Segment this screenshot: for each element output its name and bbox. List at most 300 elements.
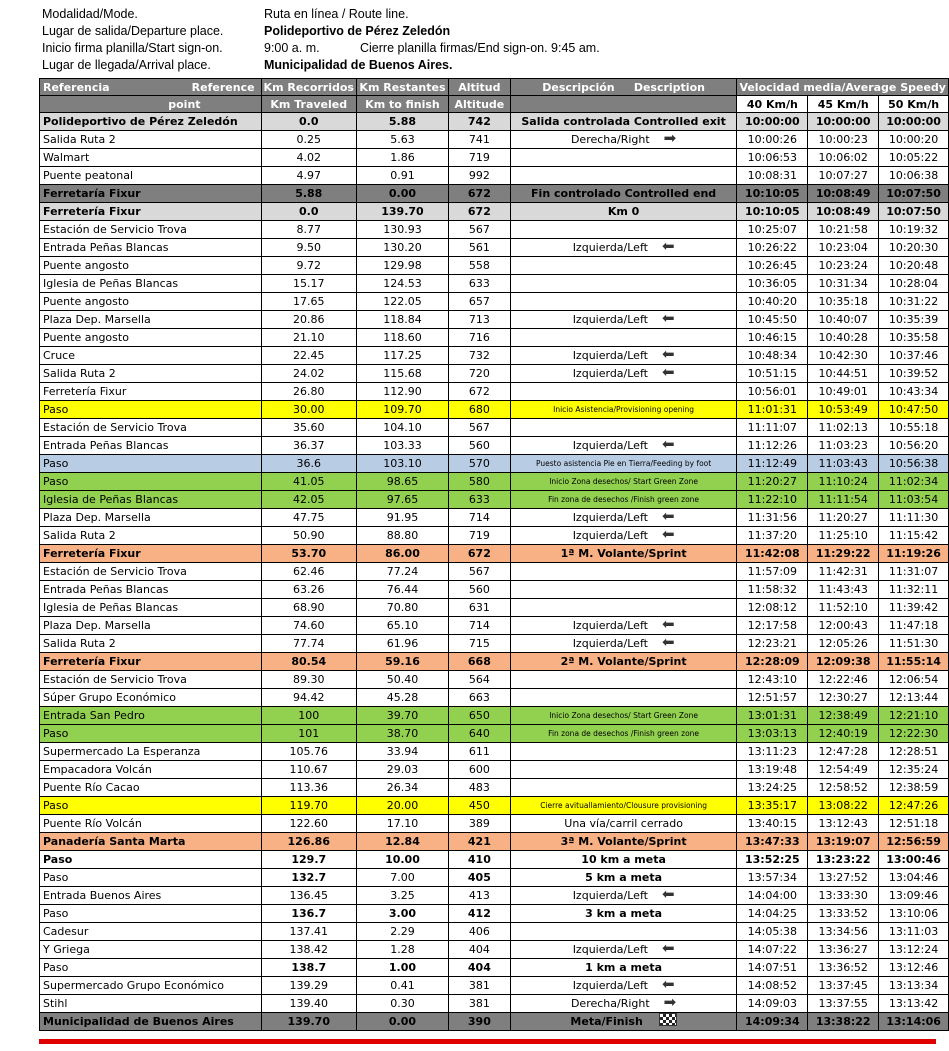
description-cell bbox=[510, 131, 737, 149]
time-40-cell: 13:52:25 bbox=[737, 851, 808, 869]
time-45-cell: 12:09:38 bbox=[808, 653, 879, 671]
time-45-cell: 11:52:10 bbox=[808, 599, 879, 617]
altitude-cell: 406 bbox=[448, 923, 510, 941]
km-finish-cell: 61.96 bbox=[356, 635, 448, 653]
arrow-left-icon: ⬅ bbox=[661, 634, 675, 651]
km-traveled-cell: 126.86 bbox=[261, 833, 356, 851]
description-cell bbox=[510, 887, 737, 905]
description-text: Inicio Asistencia/Provisioning opening bbox=[553, 404, 695, 414]
km-traveled-cell: 4.97 bbox=[261, 167, 356, 185]
arrival-value: Municipalidad de Buenos Aires. bbox=[264, 58, 453, 72]
reference-cell: Paso bbox=[40, 851, 262, 869]
time-50-cell: 10:07:50 bbox=[879, 185, 949, 203]
km-finish-cell: 129.98 bbox=[356, 257, 448, 275]
km-traveled-cell: 5.88 bbox=[261, 185, 356, 203]
km-traveled-cell: 132.7 bbox=[261, 869, 356, 887]
table-row bbox=[40, 797, 949, 815]
header-row-2 bbox=[40, 96, 949, 113]
description-cell bbox=[510, 419, 737, 437]
km-traveled-cell: 105.76 bbox=[261, 743, 356, 761]
checkered-flag-icon bbox=[659, 1013, 677, 1026]
description-cell bbox=[510, 383, 737, 401]
table-row bbox=[40, 581, 949, 599]
km-traveled-cell: 68.90 bbox=[261, 599, 356, 617]
time-45-cell: 10:49:01 bbox=[808, 383, 879, 401]
table-row bbox=[40, 509, 949, 527]
col-speed-50: 50 Km/h bbox=[879, 96, 949, 113]
time-40-cell: 11:58:32 bbox=[737, 581, 808, 599]
table-row bbox=[40, 923, 949, 941]
altitude-cell: 714 bbox=[448, 509, 510, 527]
table-row bbox=[40, 365, 949, 383]
arrow-left-icon: ⬅ bbox=[661, 976, 675, 993]
time-50-cell: 10:55:18 bbox=[879, 419, 949, 437]
time-50-cell: 12:35:24 bbox=[879, 761, 949, 779]
time-45-cell: 11:03:23 bbox=[808, 437, 879, 455]
table-row bbox=[40, 599, 949, 617]
arrow-left-icon: ⬅ bbox=[661, 940, 675, 957]
time-45-cell: 10:06:02 bbox=[808, 149, 879, 167]
time-50-cell: 11:32:11 bbox=[879, 581, 949, 599]
altitude-cell: 742 bbox=[448, 113, 510, 131]
description-cell bbox=[510, 743, 737, 761]
km-finish-cell: 5.88 bbox=[356, 113, 448, 131]
time-40-cell: 14:04:00 bbox=[737, 887, 808, 905]
time-50-cell: 10:05:22 bbox=[879, 149, 949, 167]
km-traveled-cell: 0.0 bbox=[261, 203, 356, 221]
reference-cell: Puente peatonal bbox=[40, 167, 262, 185]
reference-cell: Puente Río Volcán bbox=[40, 815, 262, 833]
km-traveled-cell: 42.05 bbox=[261, 491, 356, 509]
time-45-cell: 10:40:07 bbox=[808, 311, 879, 329]
reference-cell: Ferretería Fixur bbox=[40, 545, 262, 563]
time-50-cell: 10:56:20 bbox=[879, 437, 949, 455]
time-50-cell: 12:38:59 bbox=[879, 779, 949, 797]
reference-cell: Iglesia de Peñas Blancas bbox=[40, 275, 262, 293]
km-finish-cell: 124.53 bbox=[356, 275, 448, 293]
time-40-cell: 13:57:34 bbox=[737, 869, 808, 887]
altitude-cell: 672 bbox=[448, 545, 510, 563]
description-cell bbox=[510, 257, 737, 275]
altitude-cell: 405 bbox=[448, 869, 510, 887]
km-traveled-cell: 9.72 bbox=[261, 257, 356, 275]
km-traveled-cell: 129.7 bbox=[261, 851, 356, 869]
km-traveled-cell: 63.26 bbox=[261, 581, 356, 599]
description-cell bbox=[510, 833, 737, 851]
altitude-cell: 633 bbox=[448, 275, 510, 293]
time-50-cell: 13:13:42 bbox=[879, 995, 949, 1013]
time-50-cell: 11:19:26 bbox=[879, 545, 949, 563]
description-text: Izquierda/Left bbox=[572, 240, 648, 254]
time-40-cell: 13:01:31 bbox=[737, 707, 808, 725]
table-row bbox=[40, 293, 949, 311]
km-finish-cell: 1.86 bbox=[356, 149, 448, 167]
reference-cell: Paso bbox=[40, 959, 262, 977]
description-cell bbox=[510, 761, 737, 779]
altitude-cell: 450 bbox=[448, 797, 510, 815]
description-text: Inicio Zona desechos/ Start Green Zone bbox=[549, 710, 698, 720]
arrow-left-icon: ⬅ bbox=[661, 364, 675, 381]
time-40-cell: 14:07:51 bbox=[737, 959, 808, 977]
km-traveled-cell: 138.42 bbox=[261, 941, 356, 959]
reference-cell: Puente angosto bbox=[40, 257, 262, 275]
km-finish-cell: 91.95 bbox=[356, 509, 448, 527]
col-altitude-en: Altitude bbox=[448, 96, 510, 113]
km-finish-cell: 1.00 bbox=[356, 959, 448, 977]
table-row bbox=[40, 311, 949, 329]
time-40-cell: 10:48:34 bbox=[737, 347, 808, 365]
description-cell bbox=[510, 923, 737, 941]
time-45-cell: 10:00:23 bbox=[808, 131, 879, 149]
km-finish-cell: 65.10 bbox=[356, 617, 448, 635]
km-traveled-cell: 0.25 bbox=[261, 131, 356, 149]
time-50-cell: 13:04:46 bbox=[879, 869, 949, 887]
table-row bbox=[40, 689, 949, 707]
description-cell bbox=[510, 437, 737, 455]
time-45-cell: 12:05:26 bbox=[808, 635, 879, 653]
description-cell bbox=[510, 347, 737, 365]
altitude-cell: 732 bbox=[448, 347, 510, 365]
time-40-cell: 14:08:52 bbox=[737, 977, 808, 995]
time-40-cell: 14:05:38 bbox=[737, 923, 808, 941]
reference-cell: Salida Ruta 2 bbox=[40, 365, 262, 383]
table-row bbox=[40, 779, 949, 797]
reference-cell: Entrada Peñas Blancas bbox=[40, 581, 262, 599]
time-50-cell: 11:51:30 bbox=[879, 635, 949, 653]
km-finish-cell: 5.63 bbox=[356, 131, 448, 149]
route-table bbox=[39, 78, 949, 1031]
km-finish-cell: 45.28 bbox=[356, 689, 448, 707]
km-traveled-cell: 138.7 bbox=[261, 959, 356, 977]
km-finish-cell: 7.00 bbox=[356, 869, 448, 887]
km-traveled-cell: 35.60 bbox=[261, 419, 356, 437]
km-traveled-cell: 8.77 bbox=[261, 221, 356, 239]
time-50-cell: 10:56:38 bbox=[879, 455, 949, 473]
description-text: 3ª M. Volante/Sprint bbox=[560, 834, 687, 848]
description-text: Izquierda/Left bbox=[572, 366, 648, 380]
reference-cell: Stihl bbox=[40, 995, 262, 1013]
reference-cell: Empacadora Volcán bbox=[40, 761, 262, 779]
reference-cell: Paso bbox=[40, 869, 262, 887]
altitude-cell: 580 bbox=[448, 473, 510, 491]
description-cell bbox=[510, 671, 737, 689]
description-cell bbox=[510, 869, 737, 887]
arrow-left-icon: ⬅ bbox=[661, 508, 675, 525]
reference-cell: Puente angosto bbox=[40, 293, 262, 311]
table-row bbox=[40, 257, 949, 275]
time-50-cell: 12:21:10 bbox=[879, 707, 949, 725]
description-cell bbox=[510, 365, 737, 383]
description-text: Cierre avituallamiento/Clousure provisioning bbox=[540, 800, 707, 810]
time-45-cell: 10:42:30 bbox=[808, 347, 879, 365]
km-traveled-cell: 139.70 bbox=[261, 1013, 356, 1031]
km-traveled-cell: 9.50 bbox=[261, 239, 356, 257]
time-40-cell: 13:40:15 bbox=[737, 815, 808, 833]
description-text: Izquierda/Left bbox=[572, 528, 648, 542]
table-row bbox=[40, 869, 949, 887]
description-cell bbox=[510, 725, 737, 743]
km-finish-cell: 29.03 bbox=[356, 761, 448, 779]
time-45-cell: 13:36:27 bbox=[808, 941, 879, 959]
km-traveled-cell: 20.86 bbox=[261, 311, 356, 329]
altitude-cell: 564 bbox=[448, 671, 510, 689]
time-50-cell: 10:39:52 bbox=[879, 365, 949, 383]
time-40-cell: 10:06:53 bbox=[737, 149, 808, 167]
time-45-cell: 13:23:22 bbox=[808, 851, 879, 869]
description-cell bbox=[510, 707, 737, 725]
reference-cell: Panadería Santa Marta bbox=[40, 833, 262, 851]
col-description-en: Description bbox=[633, 80, 705, 94]
table-row bbox=[40, 833, 949, 851]
table-row bbox=[40, 275, 949, 293]
time-40-cell: 14:07:22 bbox=[737, 941, 808, 959]
km-traveled-cell: 22.45 bbox=[261, 347, 356, 365]
time-40-cell: 11:20:27 bbox=[737, 473, 808, 491]
km-finish-cell: 76.44 bbox=[356, 581, 448, 599]
description-cell bbox=[510, 329, 737, 347]
table-row bbox=[40, 671, 949, 689]
time-45-cell: 11:43:43 bbox=[808, 581, 879, 599]
km-finish-cell: 103.10 bbox=[356, 455, 448, 473]
km-finish-cell: 39.70 bbox=[356, 707, 448, 725]
altitude-cell: 720 bbox=[448, 365, 510, 383]
table-row bbox=[40, 113, 949, 131]
time-40-cell: 12:08:12 bbox=[737, 599, 808, 617]
time-45-cell: 12:38:49 bbox=[808, 707, 879, 725]
reference-cell: Ferretaría Fixur bbox=[40, 185, 262, 203]
description-text: Derecha/Right bbox=[570, 132, 650, 146]
col-speed-40: 40 Km/h bbox=[737, 96, 808, 113]
arrow-left-icon: ⬅ bbox=[661, 616, 675, 633]
table-row bbox=[40, 383, 949, 401]
time-45-cell: 12:22:46 bbox=[808, 671, 879, 689]
km-traveled-cell: 139.29 bbox=[261, 977, 356, 995]
altitude-cell: 561 bbox=[448, 239, 510, 257]
reference-cell: Supermercado La Esperanza bbox=[40, 743, 262, 761]
reference-cell: Y Griega bbox=[40, 941, 262, 959]
time-40-cell: 10:10:05 bbox=[737, 203, 808, 221]
km-traveled-cell: 77.74 bbox=[261, 635, 356, 653]
time-50-cell: 10:47:50 bbox=[879, 401, 949, 419]
time-40-cell: 10:00:00 bbox=[737, 113, 808, 131]
time-50-cell: 13:14:06 bbox=[879, 1013, 949, 1031]
time-45-cell: 11:25:10 bbox=[808, 527, 879, 545]
col-reference-en: Reference bbox=[191, 80, 255, 94]
arrow-right-icon: ➡ bbox=[663, 994, 677, 1011]
km-traveled-cell: 36.37 bbox=[261, 437, 356, 455]
altitude-cell: 657 bbox=[448, 293, 510, 311]
reference-cell: Salida Ruta 2 bbox=[40, 527, 262, 545]
time-45-cell: 10:07:27 bbox=[808, 167, 879, 185]
time-40-cell: 10:46:15 bbox=[737, 329, 808, 347]
reference-cell: Plaza Dep. Marsella bbox=[40, 617, 262, 635]
description-text: Inicio Zona desechos/ Start Green Zone bbox=[549, 476, 698, 486]
description-text: Derecha/Right bbox=[570, 996, 650, 1010]
description-cell bbox=[510, 977, 737, 995]
altitude-cell: 410 bbox=[448, 851, 510, 869]
description-text: Una vía/carril cerrado bbox=[564, 816, 683, 830]
altitude-cell: 714 bbox=[448, 617, 510, 635]
km-traveled-cell: 36.6 bbox=[261, 455, 356, 473]
time-45-cell: 12:40:19 bbox=[808, 725, 879, 743]
reference-cell: Plaza Dep. Marsella bbox=[40, 311, 262, 329]
km-traveled-cell: 122.60 bbox=[261, 815, 356, 833]
col-speed-45: 45 Km/h bbox=[808, 96, 879, 113]
table-row bbox=[40, 203, 949, 221]
altitude-cell: 404 bbox=[448, 941, 510, 959]
time-40-cell: 11:12:26 bbox=[737, 437, 808, 455]
reference-cell: Ferretería Fixur bbox=[40, 203, 262, 221]
time-45-cell: 10:08:49 bbox=[808, 203, 879, 221]
altitude-cell: 600 bbox=[448, 761, 510, 779]
km-traveled-cell: 136.7 bbox=[261, 905, 356, 923]
km-finish-cell: 12.84 bbox=[356, 833, 448, 851]
time-45-cell: 10:08:49 bbox=[808, 185, 879, 203]
time-40-cell: 10:10:05 bbox=[737, 185, 808, 203]
signoff-text: Cierre planilla firmas/End sign-on. 9:45 am. bbox=[360, 41, 600, 55]
reference-cell: Entrada Peñas Blancas bbox=[40, 239, 262, 257]
reference-cell: Paso bbox=[40, 401, 262, 419]
time-45-cell: 13:33:52 bbox=[808, 905, 879, 923]
km-traveled-cell: 80.54 bbox=[261, 653, 356, 671]
reference-cell: Paso bbox=[40, 455, 262, 473]
col-description-es: Descripción bbox=[542, 80, 615, 94]
reference-cell: Municipalidad de Buenos Aires bbox=[40, 1013, 262, 1031]
time-50-cell: 10:31:22 bbox=[879, 293, 949, 311]
table-row bbox=[40, 473, 949, 491]
altitude-cell: 389 bbox=[448, 815, 510, 833]
time-50-cell: 10:19:32 bbox=[879, 221, 949, 239]
km-traveled-cell: 0.0 bbox=[261, 113, 356, 131]
description-cell bbox=[510, 563, 737, 581]
time-45-cell: 10:44:51 bbox=[808, 365, 879, 383]
table-row bbox=[40, 707, 949, 725]
time-50-cell: 11:02:34 bbox=[879, 473, 949, 491]
time-40-cell: 13:35:17 bbox=[737, 797, 808, 815]
altitude-cell: 611 bbox=[448, 743, 510, 761]
table-row bbox=[40, 653, 949, 671]
km-finish-cell: 97.65 bbox=[356, 491, 448, 509]
km-traveled-cell: 113.36 bbox=[261, 779, 356, 797]
arrow-left-icon: ⬅ bbox=[661, 436, 675, 453]
table-row bbox=[40, 401, 949, 419]
reference-cell: Ferretería Fixur bbox=[40, 653, 262, 671]
time-50-cell: 12:13:44 bbox=[879, 689, 949, 707]
time-45-cell: 13:37:55 bbox=[808, 995, 879, 1013]
km-finish-cell: 109.70 bbox=[356, 401, 448, 419]
time-40-cell: 11:57:09 bbox=[737, 563, 808, 581]
km-finish-cell: 38.70 bbox=[356, 725, 448, 743]
altitude-cell: 719 bbox=[448, 527, 510, 545]
description-text: Izquierda/Left bbox=[572, 510, 648, 524]
time-45-cell: 11:10:24 bbox=[808, 473, 879, 491]
header-row-1 bbox=[40, 79, 949, 96]
km-traveled-cell: 30.00 bbox=[261, 401, 356, 419]
route-table-body bbox=[40, 113, 949, 1031]
reference-cell: Entrada Buenos Aires bbox=[40, 887, 262, 905]
description-cell bbox=[510, 941, 737, 959]
description-cell bbox=[510, 293, 737, 311]
reference-cell: Ferretería Fixur bbox=[40, 383, 262, 401]
km-traveled-cell: 26.80 bbox=[261, 383, 356, 401]
altitude-cell: 567 bbox=[448, 221, 510, 239]
km-finish-cell: 70.80 bbox=[356, 599, 448, 617]
time-50-cell: 10:37:46 bbox=[879, 347, 949, 365]
mode-label: Modalidad/Mode. bbox=[42, 7, 138, 21]
description-cell bbox=[510, 203, 737, 221]
time-50-cell: 12:28:51 bbox=[879, 743, 949, 761]
time-40-cell: 14:09:03 bbox=[737, 995, 808, 1013]
time-40-cell: 11:37:20 bbox=[737, 527, 808, 545]
time-45-cell: 12:54:49 bbox=[808, 761, 879, 779]
km-finish-cell: 0.00 bbox=[356, 185, 448, 203]
km-finish-cell: 122.05 bbox=[356, 293, 448, 311]
reference-cell: Polideportivo de Pérez Zeledón bbox=[40, 113, 262, 131]
time-40-cell: 12:17:58 bbox=[737, 617, 808, 635]
altitude-cell: 640 bbox=[448, 725, 510, 743]
description-text: Fin controlado Controlled end bbox=[531, 186, 717, 200]
route-header bbox=[42, 6, 922, 74]
col-description-blank bbox=[510, 96, 737, 113]
time-50-cell: 10:43:34 bbox=[879, 383, 949, 401]
table-row bbox=[40, 635, 949, 653]
table-row bbox=[40, 239, 949, 257]
altitude-cell: 715 bbox=[448, 635, 510, 653]
arrow-left-icon: ⬅ bbox=[661, 886, 675, 903]
arrow-right-icon: ➡ bbox=[663, 130, 677, 147]
time-40-cell: 10:26:45 bbox=[737, 257, 808, 275]
table-row bbox=[40, 527, 949, 545]
km-finish-cell: 139.70 bbox=[356, 203, 448, 221]
time-40-cell: 12:23:21 bbox=[737, 635, 808, 653]
description-cell bbox=[510, 635, 737, 653]
signon-row bbox=[42, 40, 922, 57]
km-traveled-cell: 139.40 bbox=[261, 995, 356, 1013]
time-45-cell: 10:23:24 bbox=[808, 257, 879, 275]
km-finish-cell: 3.25 bbox=[356, 887, 448, 905]
reference-cell: Cruce bbox=[40, 347, 262, 365]
description-cell bbox=[510, 779, 737, 797]
time-40-cell: 10:51:15 bbox=[737, 365, 808, 383]
km-traveled-cell: 101 bbox=[261, 725, 356, 743]
time-45-cell: 13:33:30 bbox=[808, 887, 879, 905]
description-cell bbox=[510, 815, 737, 833]
km-traveled-cell: 24.02 bbox=[261, 365, 356, 383]
table-row bbox=[40, 545, 949, 563]
km-traveled-cell: 21.10 bbox=[261, 329, 356, 347]
signon-value: 9:00 a. m. bbox=[264, 41, 320, 55]
time-50-cell: 12:47:26 bbox=[879, 797, 949, 815]
reference-cell: Iglesia de Peñas Blancas bbox=[40, 599, 262, 617]
arrow-left-icon: ⬅ bbox=[661, 238, 675, 255]
altitude-cell: 421 bbox=[448, 833, 510, 851]
km-traveled-cell: 74.60 bbox=[261, 617, 356, 635]
altitude-cell: 558 bbox=[448, 257, 510, 275]
time-50-cell: 12:22:30 bbox=[879, 725, 949, 743]
reference-cell: Súper Grupo Económico bbox=[40, 689, 262, 707]
time-50-cell: 10:35:39 bbox=[879, 311, 949, 329]
description-cell bbox=[510, 959, 737, 977]
time-45-cell: 13:08:22 bbox=[808, 797, 879, 815]
km-finish-cell: 130.93 bbox=[356, 221, 448, 239]
description-text: 5 km a meta bbox=[585, 870, 663, 884]
col-km-traveled: Km Recorridos bbox=[261, 79, 356, 96]
km-finish-cell: 20.00 bbox=[356, 797, 448, 815]
time-45-cell: 12:00:43 bbox=[808, 617, 879, 635]
km-finish-cell: 130.20 bbox=[356, 239, 448, 257]
col-speed-title: Velocidad media/Average Speedy bbox=[737, 79, 949, 96]
time-45-cell: 11:29:22 bbox=[808, 545, 879, 563]
